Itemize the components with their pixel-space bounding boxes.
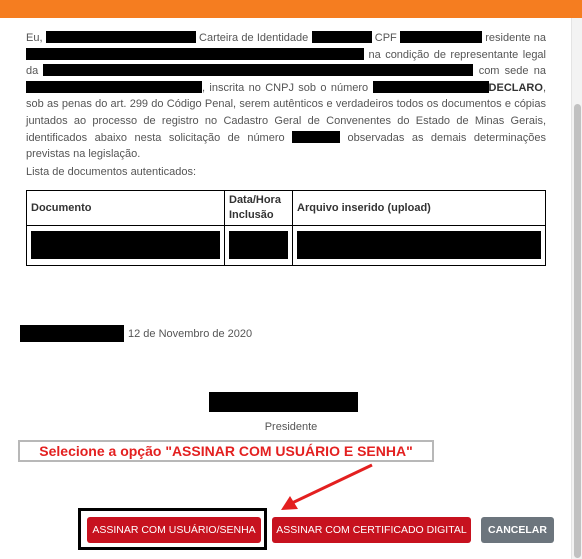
signer-role: Presidente — [264, 421, 318, 433]
sign-with-certificate-button[interactable]: ASSINAR COM CERTIFICADO DIGITAL — [272, 517, 471, 543]
cancel-button[interactable]: CANCELAR — [481, 517, 554, 543]
declaration-text — [26, 30, 546, 163]
cell-arquivo — [293, 226, 546, 266]
date-line — [20, 325, 252, 342]
redacted-cpf — [400, 31, 482, 43]
redacted-document-name — [31, 231, 220, 259]
redacted-entity-address — [26, 81, 202, 93]
redacted-signer-name — [209, 392, 358, 412]
text-condicao: na condição de representante legal — [368, 48, 546, 61]
text-carteira: Carteira de Identidade — [199, 32, 309, 44]
redacted-rg — [312, 31, 372, 43]
redacted-address — [26, 48, 364, 60]
date-text: 12 de Novembro de 2020 — [128, 327, 253, 340]
text-body2: observadas as demais determinações previstas na legislação. — [26, 131, 546, 161]
redacted-cnpj — [373, 81, 489, 93]
text-residente: residente na — [485, 32, 546, 44]
text-body1: , sob as penas do art. 299 do Código Penal, serem autênticos e verdadeiros todos os documentos e cópias juntados ao processo de registro no Cadastro Geral de Convenentes do Estado de Minas Gerais, identificados abaixo nesta solicitação de número — [26, 81, 546, 144]
redacted-datetime — [229, 231, 288, 259]
text-declaro: DECLARO — [488, 81, 543, 94]
text-sede: com sede na — [478, 65, 546, 78]
text-cpf: CPF — [374, 32, 397, 44]
redacted-request-number — [292, 131, 340, 143]
text-cnpj: , inscrita no CNPJ sob o número — [202, 81, 369, 94]
header-documento: Documento — [27, 191, 225, 226]
scrollbar-thumb[interactable] — [574, 104, 581, 558]
text-eu: Eu, — [26, 32, 43, 44]
table-header-row — [27, 191, 546, 226]
redacted-name — [46, 31, 196, 43]
modal-header-bar — [0, 0, 582, 18]
documents-table — [26, 190, 546, 266]
text-da: da — [26, 65, 39, 78]
documents-list-label: Lista de documentos autenticados: — [26, 166, 197, 178]
sign-with-user-password-button[interactable]: ASSINAR COM USUÁRIO/SENHA — [87, 517, 261, 543]
redacted-city — [20, 325, 124, 342]
redacted-uploaded-file — [297, 231, 541, 259]
cell-documento — [27, 226, 225, 266]
instruction-callout: Selecione a opção "ASSINAR COM USUÁRIO E SENHA" — [18, 440, 434, 462]
table-row — [27, 226, 546, 266]
header-arquivo: Arquivo inserido (upload) — [293, 191, 546, 226]
header-data-hora: Data/Hora Inclusão — [225, 191, 293, 226]
cell-data-hora — [225, 226, 293, 266]
redacted-entity — [43, 64, 473, 76]
vertical-scrollbar[interactable] — [571, 18, 582, 559]
